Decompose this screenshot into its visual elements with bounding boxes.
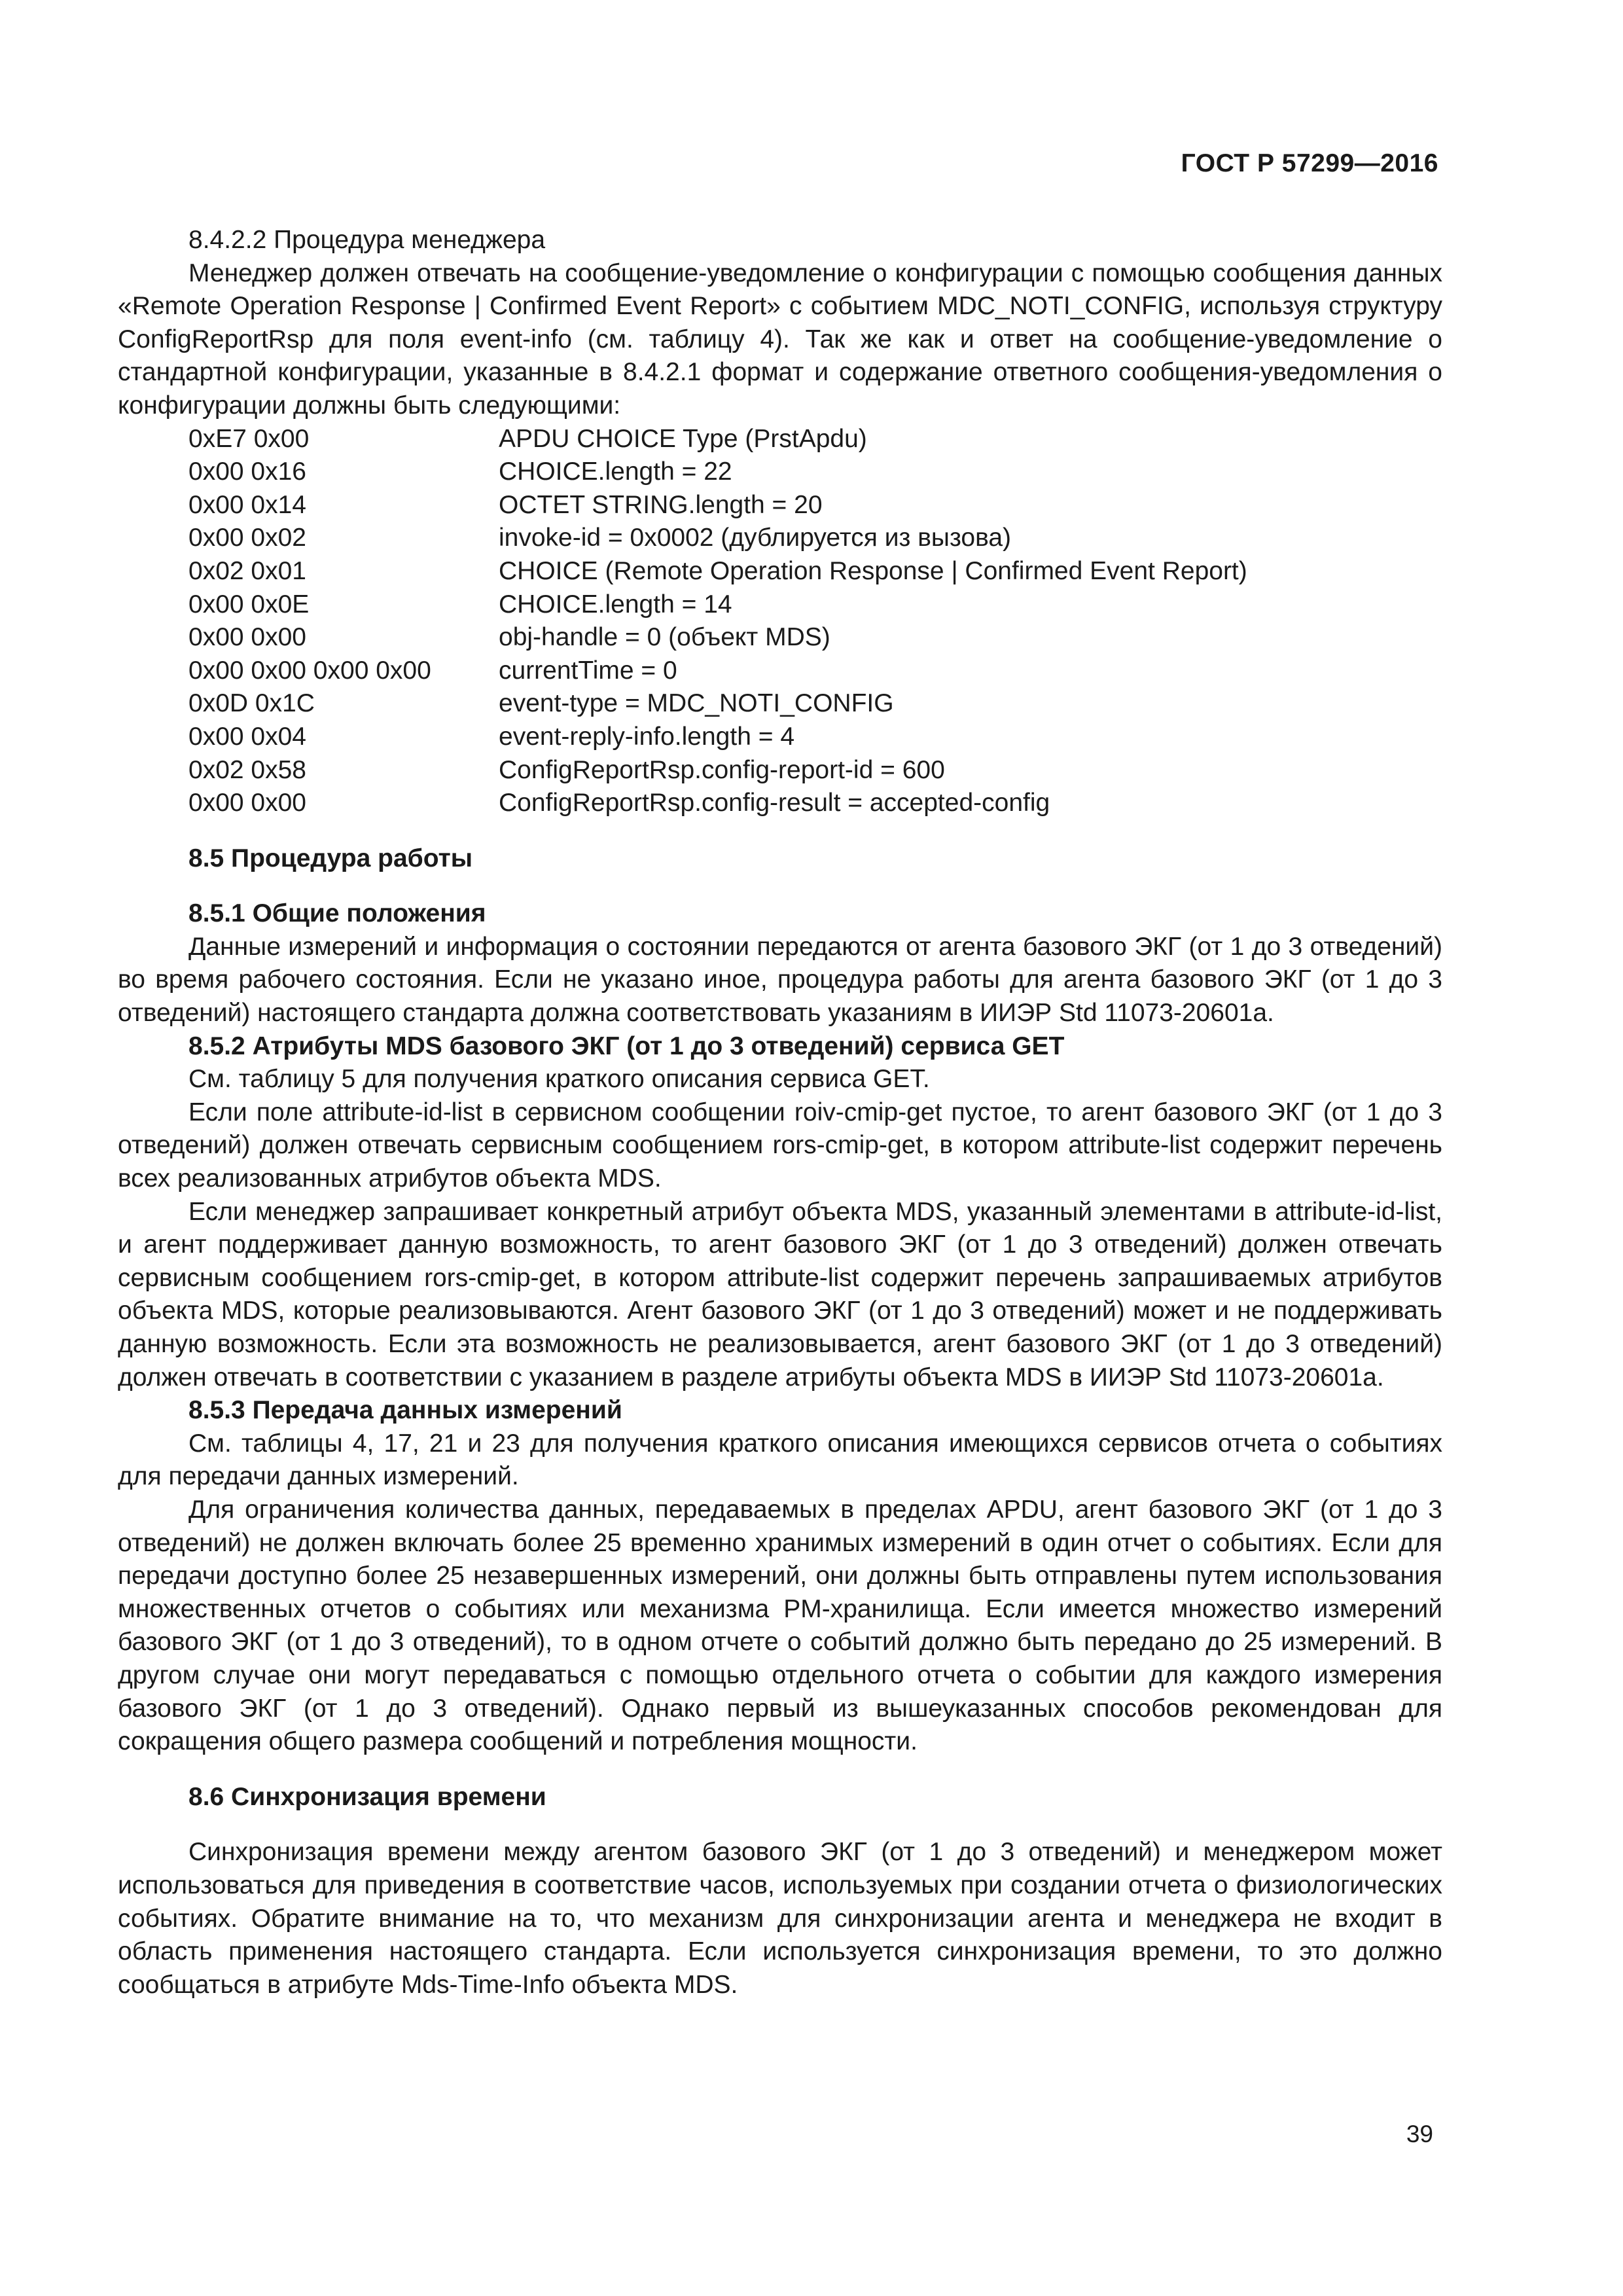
page-content (118, 224, 1442, 2001)
section-8-4-2-2-title: 8.4.2.2 Процедура менеджера (188, 226, 546, 254)
table-row (188, 522, 1247, 555)
hex-code: 0xE7 0x00 (188, 424, 310, 453)
field-description: ConfigReportRsp.config-report-id = 600 (499, 755, 945, 784)
section-8-4-2-2-intro: Менеджер должен отвечать на сообщение-уведомление о конфигурации с помощью сообщения данных «Remote Operation Response | Confirmed Event Report» с событием MDC_NOTI_CONFIG, используя структуру ConfigReportRsp для поля event-info (см. таблицу 4). Так же как и ответ на сообщение-уведомление о стандартной конфигурации, указанные в 8.4.2.1 формат и содержание ответного сообщения-уведомления о конфигурации должны быть следующими: (118, 259, 1442, 420)
section-8-5-1-heading: 8.5.1 Общие положения (188, 899, 486, 928)
table-row (188, 456, 1247, 489)
field-description: CHOICE.length = 14 (499, 590, 732, 619)
field-description: event-type = MDC_NOTI_CONFIG (499, 689, 894, 718)
hex-code: 0x0D 0x1C (188, 689, 315, 718)
section-8-5-3-heading: 8.5.3 Передача данных измерений (188, 1396, 622, 1425)
field-description: APDU CHOICE Type (PrstApdu) (499, 424, 867, 453)
hex-code: 0x00 0x00 (188, 789, 306, 817)
hex-code: 0x00 0x0E (188, 590, 310, 619)
hex-code: 0x02 0x01 (188, 556, 306, 585)
section-8-5-2-paragraph-3: Если менеджер запрашивает конкретный атрибут объекта MDS, указанный элементами в attribute-id-list, и агент поддерживает данную возможность, то агент базового ЭКГ (от 1 до 3 отведений) должен отвечать сервисным сообщением rors-cmip-get, в котором attribute-list содержит перечень запрашиваемых атрибутов объекта MDS, которые реализовываются. Агент базового ЭКГ (от 1 до 3 отведений) может и не поддерживать данную возможность. Если эта возможность не реализовывается, агент базового ЭКГ (от 1 до 3 отведений) должен отвечать в соответствии с указанием в разделе атрибуты объекта MDS в ИИЭР Std 11073-20601a. (118, 1197, 1442, 1391)
field-description: OCTET STRING.length = 20 (499, 490, 823, 519)
table-row (188, 721, 1247, 754)
table-row (188, 687, 1247, 721)
hex-code: 0x00 0x16 (188, 457, 306, 486)
section-8-5-2-paragraph-2: Если поле attribute-id-list в сервисном сообщении roiv-cmip-get пустое, то агент базового ЭКГ (от 1 до 3 отведений) должен отвечать сервисным сообщением rors-cmip-get, в котором attribute-list содержит перечень всех реализованных атрибутов объекта MDS. (118, 1098, 1442, 1193)
table-row (188, 423, 1247, 456)
field-description: event-reply-info.length = 4 (499, 722, 795, 751)
section-8-5-2-paragraph-1: См. таблицу 5 для получения краткого описания сервиса GET. (188, 1065, 930, 1094)
hex-code: 0x00 0x14 (188, 490, 306, 519)
field-description: CHOICE (Remote Operation Response | Confirmed Event Report) (499, 556, 1247, 585)
table-row (188, 555, 1247, 588)
section-8-5-heading: 8.5 Процедура работы (188, 844, 473, 872)
hex-code: 0x00 0x00 (188, 623, 306, 652)
table-row (188, 489, 1247, 522)
field-description: currentTime = 0 (499, 656, 677, 685)
hex-code: 0x02 0x58 (188, 755, 306, 784)
field-description: obj-handle = 0 (объект MDS) (499, 623, 830, 652)
section-8-5-1-paragraph: Данные измерений и информация о состоянии передаются от агента базового ЭКГ (от 1 до 3 отведений) во время рабочего состояния. Если не указано иное, процедура работы для агента базового ЭКГ (от 1 до 3 отведений) настоящего стандарта должна соответствовать указаниям в ИИЭР Std 11073-20601a. (118, 932, 1442, 1028)
section-8-6-heading: 8.6 Синхронизация времени (188, 1782, 546, 1811)
section-8-6-paragraph: Синхронизация времени между агентом базового ЭКГ (от 1 до 3 отведений) и менеджером может использоваться для приведения в соответствие часов, используемых при создании отчета о физиологических событиях. Обратите внимание на то, что механизм для синхронизации агента и менеджера не входит в область применения настоящего стандарта. Если используется синхронизация времени, то это должно сообщаться в атрибуте Mds-Time-Info объекта MDS. (118, 1838, 1442, 1999)
page-number: 39 (1406, 2121, 1433, 2147)
field-description: ConfigReportRsp.config-result = accepted-config (499, 789, 1050, 817)
document-id-header: ГОСТ Р 57299—2016 (1181, 149, 1438, 177)
section-8-5-2-heading: 8.5.2 Атрибуты MDS базового ЭКГ (от 1 до 3 отведений) сервиса GET (188, 1031, 1065, 1060)
field-description: invoke-id = 0x0002 (дублируется из вызова) (499, 524, 1012, 552)
hex-code: 0x00 0x04 (188, 722, 306, 751)
table-row (188, 655, 1247, 688)
table-row (188, 588, 1247, 622)
hex-code: 0x00 0x02 (188, 524, 306, 552)
hex-code: 0x00 0x00 0x00 0x00 (188, 656, 431, 685)
table-row (188, 754, 1247, 787)
table-row (188, 787, 1247, 820)
apdu-code-table (188, 423, 1247, 820)
table-row (188, 621, 1247, 655)
section-8-5-3-paragraph-2: Для ограничения количества данных, передаваемых в пределах APDU, агент базового ЭКГ (от 1 до 3 отведений) не должен включать более 25 временно хранимых измерений в один отчет о событиях. Если для передачи доступно более 25 незавершенных измерений, они должны быть отправлены путем использования множественных отчетов о событиях или механизма PM-хранилища. Если имеется множество измерений базового ЭКГ (от 1 до 3 отведений), то в одном отчете о событий должно быть передано до 25 измерений. В другом случае они могут передаваться с помощью отдельного отчета о событии для каждого измерения базового ЭКГ (от 1 до 3 отведений). Однако первый из вышеуказанных способов рекомендован для сокращения общего размера сообщений и потребления мощности. (118, 1495, 1442, 1756)
field-description: CHOICE.length = 22 (499, 457, 732, 486)
section-8-5-3-paragraph-1: См. таблицы 4, 17, 21 и 23 для получения краткого описания имеющихся сервисов отчета о событиях для передачи данных измерений. (118, 1429, 1442, 1491)
